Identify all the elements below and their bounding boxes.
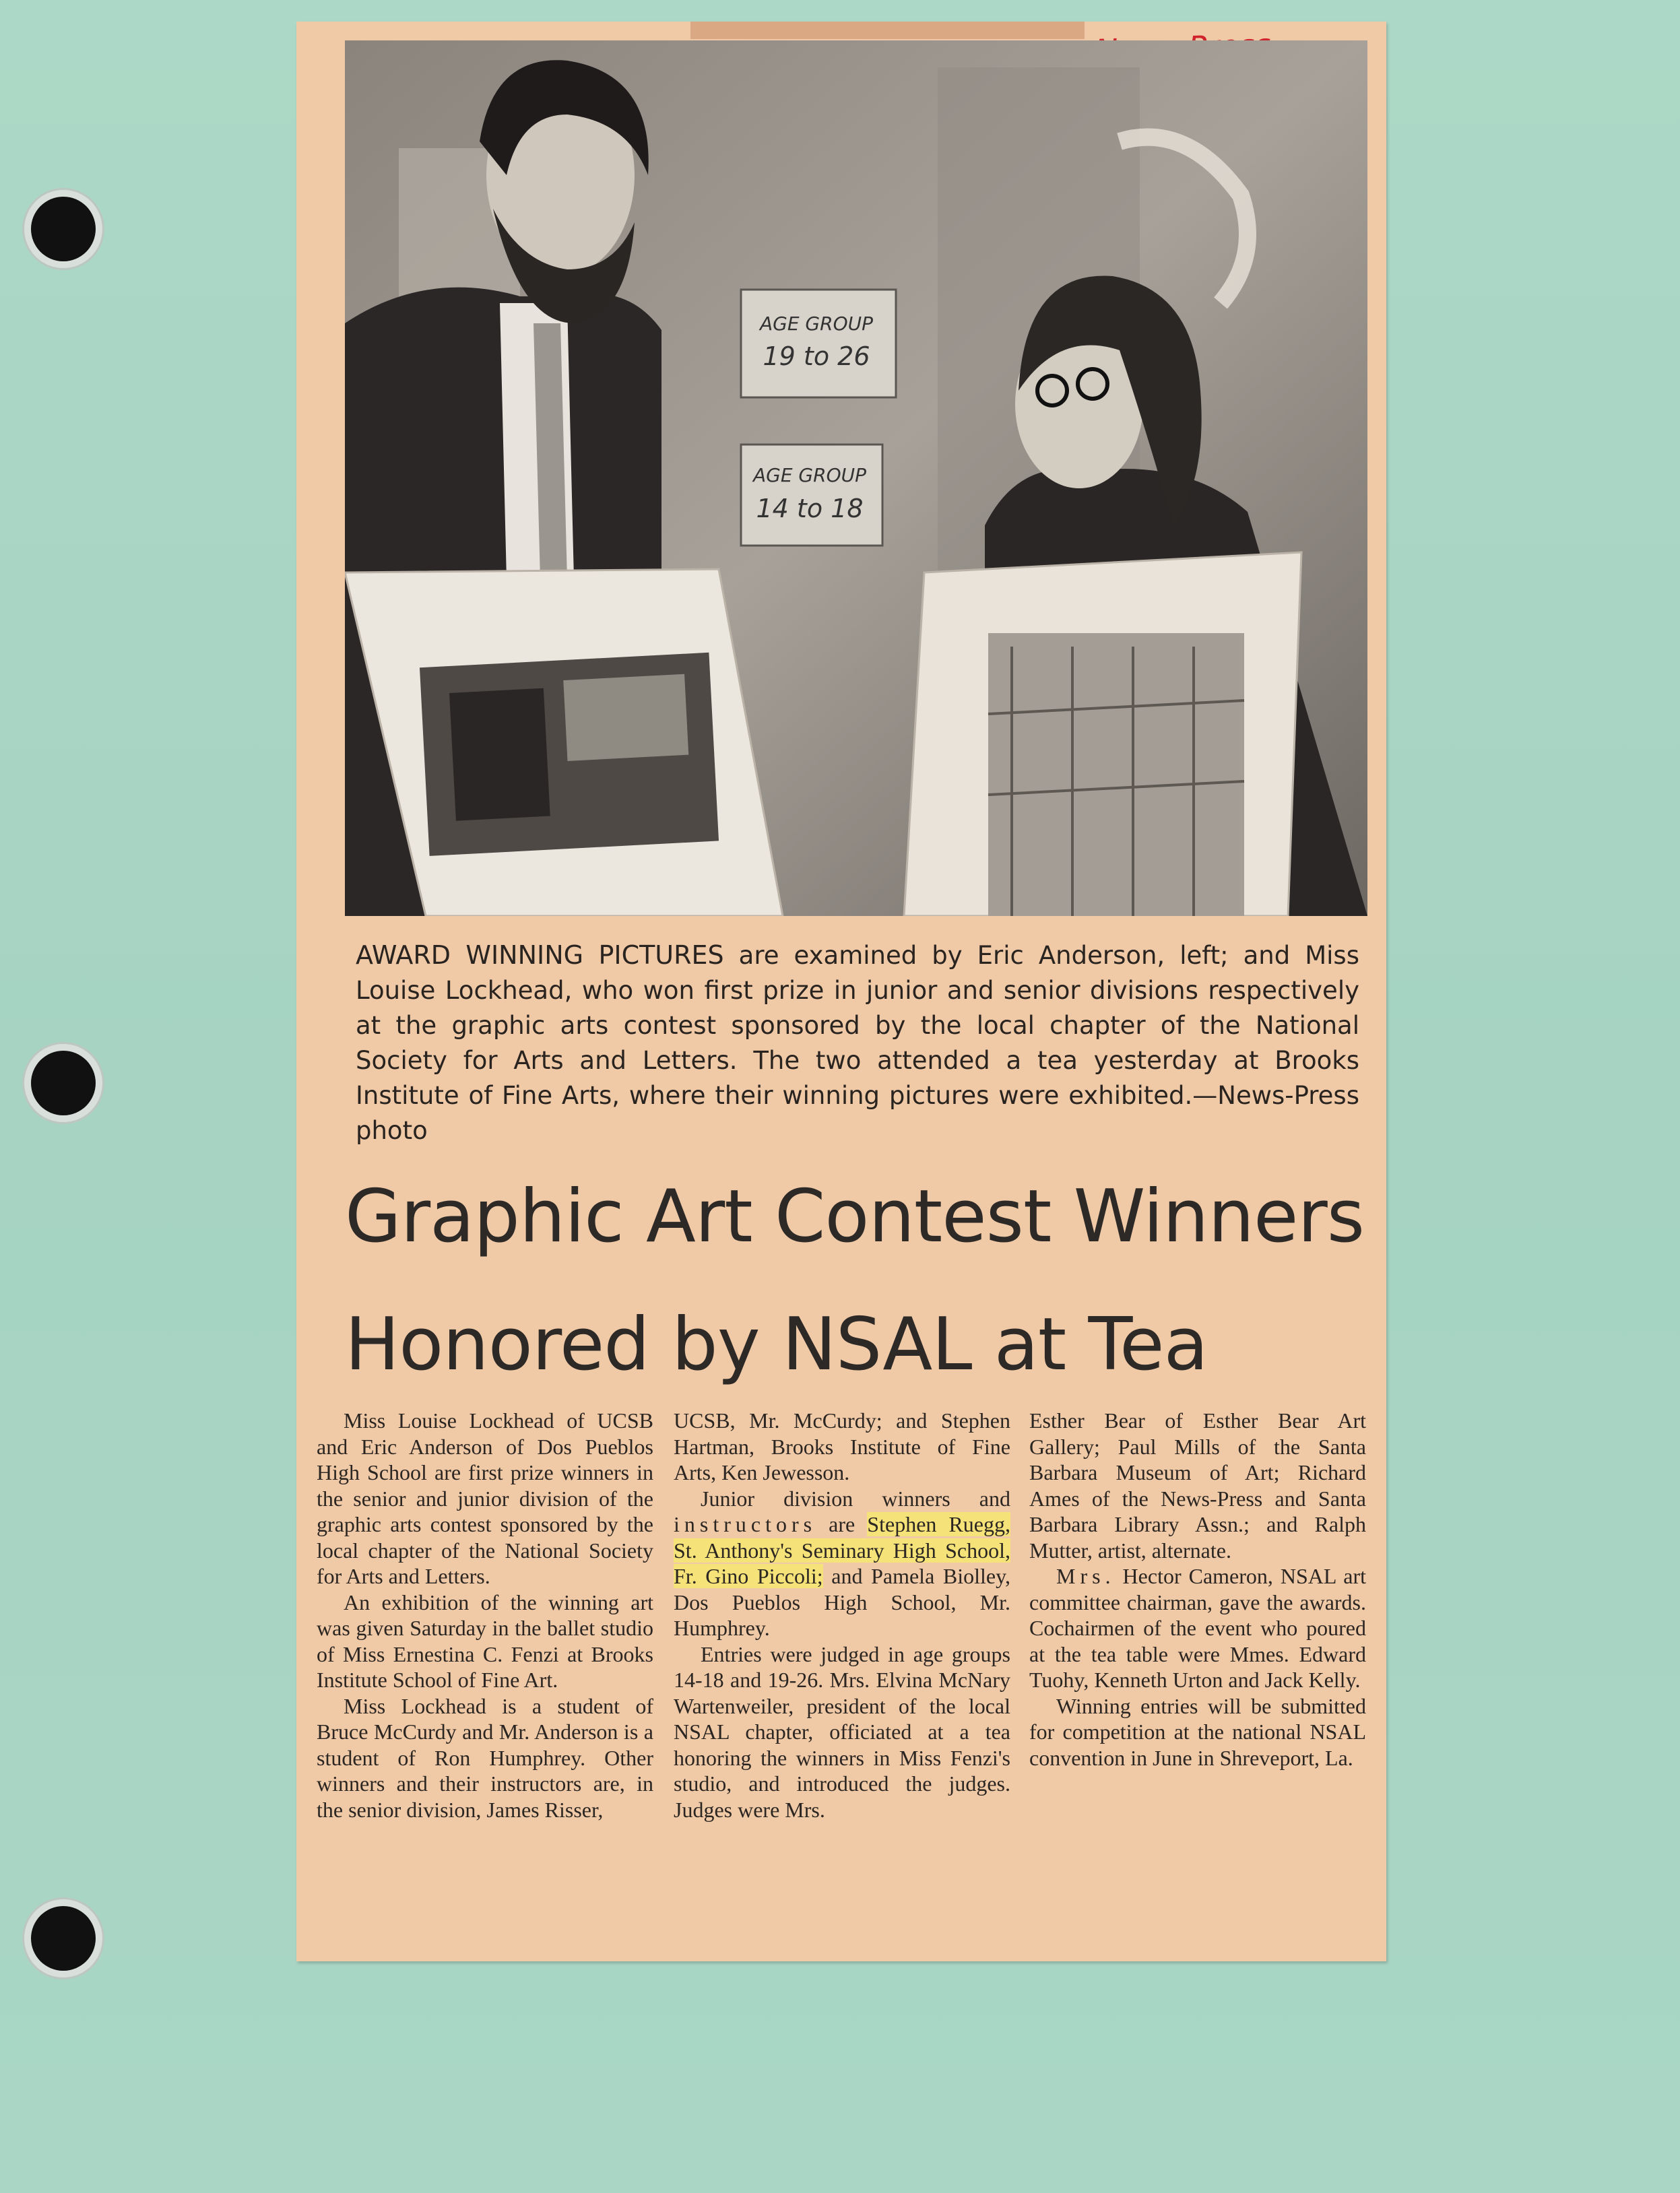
article-paragraph: Esther Bear of Esther Bear Art Gallery; Paul Mills of the Santa Barbara Museum of Art; Richard Ames of the News-Press and Santa Barbara Library Assn.; and Ralph Mutter, artist, alternate. bbox=[1029, 1408, 1366, 1563]
text-run: Mrs. bbox=[1056, 1564, 1116, 1588]
caption-lead: AWARD WINNING PICTURES bbox=[356, 940, 724, 970]
sign-text: 19 to 26 bbox=[763, 341, 870, 371]
article-paragraph: Miss Louise Lockhead of UCSB and Eric Anderson of Dos Pueblos High School are first prize winners in the senior and junior division of the graphic arts contest sponsored by the local chapter of the National Society for Arts and Letters. bbox=[317, 1408, 653, 1588]
punch-hole bbox=[31, 197, 96, 261]
photo-caption bbox=[356, 938, 1359, 1148]
text-run: and Pamela Biolley, Dos Pueblos High School, Mr. Humphrey. bbox=[674, 1564, 1011, 1640]
article-paragraph: Miss Lockhead is a student of Bruce McCurdy and Mr. Anderson is a student of Ron Humphrey. Other winners and their instructors are, in the senior division, James Risser, bbox=[317, 1693, 653, 1822]
caption-body: are examined by Eric Anderson, left; and Miss Louise Lockhead, who won first prize in junior and senior divisions respectively at the graphic arts contest sponsored by the local chapter of the National Society for Arts and Letters. The two attended a tea yesterday at Brooks Institute of Fine Arts, where their winning pictures were exhibited.—News-Press photo bbox=[356, 941, 1359, 1145]
sign-text: 14 to 18 bbox=[756, 494, 864, 523]
headline bbox=[345, 1153, 1376, 1409]
news-photo bbox=[345, 40, 1367, 916]
punch-hole bbox=[31, 1051, 96, 1115]
artwork-right bbox=[904, 552, 1301, 916]
photo-illustration bbox=[345, 40, 1367, 916]
highlighted-text: Stephen Ruegg, St. Anthony's Seminary High School, Fr. Gino Piccoli; bbox=[674, 1512, 1011, 1588]
article-paragraph: UCSB, Mr. McCurdy; and Stephen Hartman, Brooks Institute of Fine Arts, Ken Jewesson. bbox=[674, 1408, 1010, 1484]
headline-line2: Honored by NSAL at Tea bbox=[345, 1303, 1208, 1387]
article-column-3 bbox=[1029, 1408, 1366, 1771]
headline-line1: Graphic Art Contest Winners bbox=[345, 1175, 1365, 1259]
sign-text: AGE GROUP bbox=[759, 313, 874, 335]
article-paragraph bbox=[674, 1486, 1010, 1641]
article-paragraph: Entries were judged in age groups 14-18 and 19-26. Mrs. Elvina McNary Wartenweiler, president of the local NSAL chapter, officiated at a tea honoring the winners in Miss Fenzi's studio, and introduced the judges. Judges were Mrs. bbox=[674, 1641, 1010, 1822]
punch-hole bbox=[31, 1906, 96, 1971]
article-paragraph: Winning entries will be submitted for competition at the national NSAL convention in June in Shreveport, La. bbox=[1029, 1693, 1366, 1770]
text-run: are bbox=[816, 1512, 868, 1536]
sign-text: AGE GROUP bbox=[752, 464, 867, 486]
text-run: Junior division winners and bbox=[701, 1486, 1010, 1511]
text-run: Hector Cameron, NSAL art committee chairman, gave the awards. Cochairmen of the event who poured at the tea table were Mmes. Edward Tuohy, Kenneth Urton and Jack Kelly. bbox=[1029, 1564, 1366, 1692]
newspaper-clipping bbox=[296, 22, 1386, 1961]
article-column-1 bbox=[317, 1408, 653, 1823]
article-paragraph: An exhibition of the winning art was given Saturday in the ballet studio of Miss Ernestina C. Fenzi at Brooks Institute School of Fine Art. bbox=[317, 1590, 653, 1692]
article-paragraph bbox=[1029, 1563, 1366, 1693]
text-run: instructors bbox=[674, 1512, 817, 1536]
article-column-2 bbox=[674, 1408, 1010, 1823]
